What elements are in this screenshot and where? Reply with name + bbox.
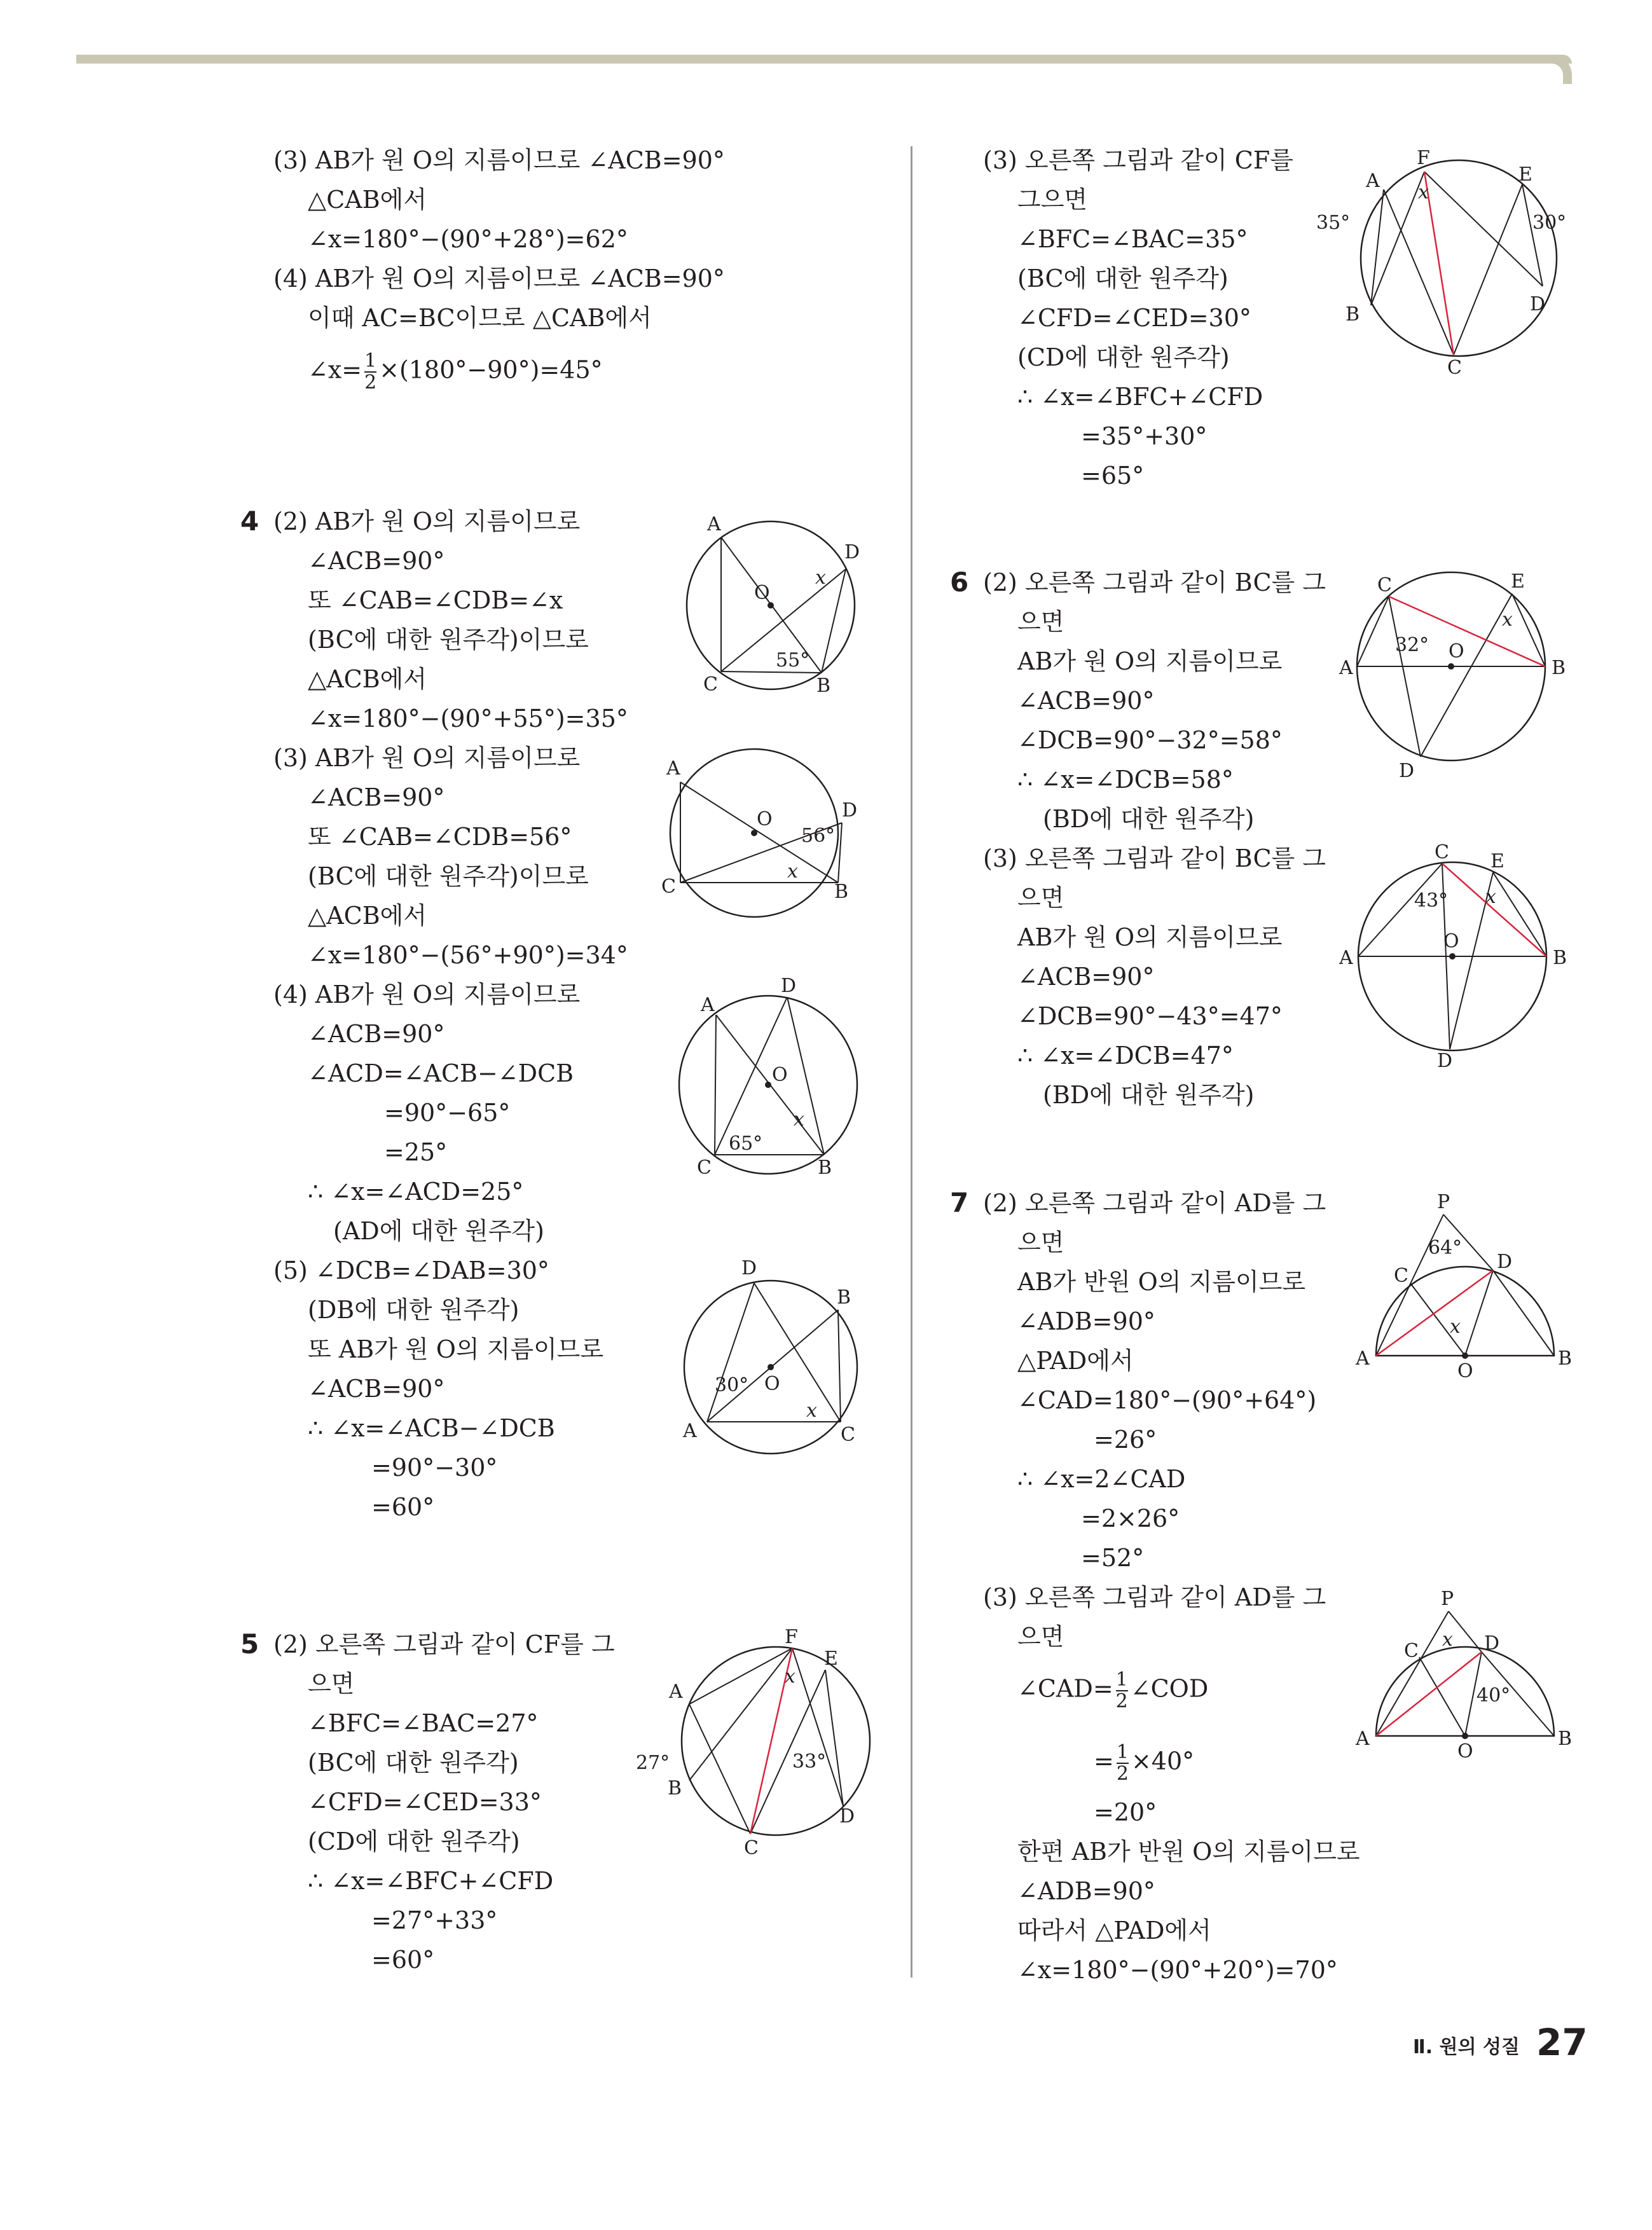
solution-line: (2) AB가 원 O의 지름이므로 [273, 507, 581, 535]
label-A: A [707, 513, 721, 535]
label-x: x [1485, 886, 1496, 908]
center-dot [751, 830, 757, 836]
solution-line: =90°−65° [384, 1099, 511, 1127]
numerator: 1 [1115, 1669, 1128, 1691]
solution-line: (BC에 대한 원주각)이므로 [308, 626, 589, 654]
solution-line: ∠x=180°−(90°+28°)=62° [308, 225, 628, 253]
label-A: A [1339, 657, 1353, 679]
label-C: C [841, 1424, 855, 1446]
label-O: O [757, 808, 773, 830]
section-title: Ⅱ. 원의 성질 [1413, 2036, 1520, 2058]
denominator: 2 [1116, 1763, 1129, 1785]
solution-line: ∴ ∠x=2∠CAD [1017, 1465, 1186, 1493]
label-C: C [1394, 1265, 1408, 1287]
expr-post: ×(180°−90°)=45° [379, 355, 603, 384]
label-angle: 30° [1532, 212, 1567, 234]
solution-line-fraction [1017, 1670, 1208, 1712]
label-angle: 35° [1316, 212, 1351, 234]
label-B: B [668, 1777, 682, 1800]
solution-line: 으면 [308, 1670, 355, 1698]
label-C: C [1377, 574, 1392, 596]
solution-line: ∠ACD=∠ACB−∠DCB [308, 1059, 574, 1087]
expr-pre: ∠CAD= [1017, 1674, 1113, 1703]
label-C: C [744, 1837, 759, 1859]
label-x: x [1450, 1316, 1461, 1338]
label-D: D [1497, 1251, 1513, 1273]
label-B: B [837, 1286, 851, 1309]
label-x: x [815, 567, 826, 589]
label-E: E [1518, 163, 1532, 186]
solution-line: ∠x=180°−(90°+20°)=70° [1017, 1956, 1338, 1984]
solution-line: ∴ ∠x=∠ACD=25° [308, 1178, 524, 1206]
solution-line: (3) AB가 원 O의 지름이므로 ∠ACB=90° [273, 146, 725, 174]
denominator: 2 [364, 371, 377, 394]
solution-line: ∠ACB=90° [1017, 963, 1155, 991]
label-angle: 40° [1476, 1684, 1511, 1707]
solution-line: =25° [384, 1138, 448, 1166]
label-D: D [741, 1257, 757, 1279]
solution-line: =90°−30° [371, 1454, 498, 1482]
label-angle: 32° [1395, 634, 1429, 656]
label-O: O [764, 1373, 780, 1395]
label-O: O [754, 582, 770, 604]
figure-4-5 [674, 1251, 878, 1449]
solution-line: =65° [1081, 462, 1145, 490]
label-F: F [1417, 147, 1430, 169]
label-D: D [1399, 760, 1415, 782]
solution-line: ∠BFC=∠BAC=27° [308, 1709, 539, 1737]
label-angle: 65° [729, 1132, 763, 1155]
expr-pre: ∠x= [308, 355, 362, 384]
label-A: A [1356, 1728, 1370, 1750]
label-angle: 33° [792, 1751, 827, 1773]
label-O: O [1449, 640, 1464, 663]
solution-line: (DB에 대한 원주각) [308, 1296, 520, 1324]
solution-line: 또 AB가 원 O의 지름이므로 [308, 1335, 604, 1363]
solution-line: 그으면 [1017, 186, 1088, 214]
solution-line: (2) 오른쪽 그림과 같이 CF를 그 [273, 1630, 615, 1658]
label-x: x [1442, 1628, 1453, 1651]
problem-number: 6 [950, 567, 969, 598]
label-A: A [666, 757, 680, 780]
solution-line: (2) 오른쪽 그림과 같이 AD를 그 [983, 1189, 1326, 1217]
top-decorative-bar [76, 55, 1572, 64]
label-B: B [1553, 947, 1567, 969]
label-angle: 27° [636, 1752, 670, 1774]
page-number: 27 [1536, 2021, 1588, 2064]
solution-line: △PAD에서 [1017, 1347, 1134, 1375]
label-x: x [794, 1108, 804, 1131]
solution-line: =60° [371, 1946, 435, 1974]
problem-number: 5 [240, 1628, 259, 1660]
label-E: E [824, 1648, 838, 1670]
solution-line: (AD에 대한 원주각) [333, 1217, 544, 1245]
solution-line: (4) AB가 원 O의 지름이므로 [273, 981, 581, 1008]
solution-line: ∠CFD=∠CED=30° [1017, 304, 1251, 332]
label-A: A [683, 1420, 697, 1442]
solution-line: ∴ ∠x=∠DCB=58° [1017, 766, 1234, 794]
solution-line: ∠ACB=90° [308, 1020, 445, 1048]
fraction [1116, 1670, 1128, 1712]
solution-line: (3) 오른쪽 그림과 같이 CF를 [983, 146, 1293, 174]
solution-line: ∴ ∠x=∠DCB=47° [1017, 1042, 1234, 1070]
fraction [1117, 1742, 1129, 1784]
label-C: C [1447, 357, 1462, 379]
solution-line: AB가 원 O의 지름이므로 [1017, 923, 1283, 951]
center-dot [765, 1082, 771, 1088]
label-D: D [842, 799, 858, 822]
label-angle: 55° [776, 649, 810, 671]
figure-6-2 [1335, 566, 1577, 782]
solution-line-fraction [1094, 1742, 1194, 1784]
solution-line: AB가 반원 O의 지름이므로 [1017, 1268, 1306, 1296]
label-E: E [1490, 850, 1504, 872]
solution-line: ∠x=180°−(90°+55°)=35° [308, 705, 628, 733]
center-dot [1462, 1733, 1468, 1739]
solution-line: =2×26° [1081, 1504, 1180, 1532]
solution-line: 으면 [1017, 1229, 1064, 1256]
problem-number: 4 [240, 506, 259, 537]
label-D: D [839, 1805, 855, 1827]
solution-line: ∠ACB=90° [308, 783, 445, 811]
figure-4-2 [674, 502, 878, 699]
label-D: D [1484, 1632, 1500, 1655]
solution-line: (BD에 대한 원주각) [1043, 1081, 1255, 1109]
numerator: 1 [364, 350, 377, 372]
solution-line: 이때 AC=BC이므로 △CAB에서 [308, 304, 652, 332]
figure-6-3 [1335, 839, 1577, 1072]
solution-line-fraction [308, 351, 603, 393]
label-B: B [818, 1157, 832, 1179]
label-B: B [1346, 303, 1360, 326]
solution-line: (2) 오른쪽 그림과 같이 BC를 그 [983, 568, 1326, 596]
solution-line: ∴ ∠x=∠BFC+∠CFD [308, 1867, 554, 1895]
label-C: C [697, 1157, 712, 1179]
solution-line: (BC에 대한 원주각)이므로 [308, 862, 589, 890]
semicircle [1376, 1647, 1554, 1736]
solution-line: △CAB에서 [308, 186, 427, 214]
center-dot [1448, 663, 1454, 670]
label-x: x [806, 1400, 817, 1422]
solution-line: =35°+30° [1081, 422, 1208, 450]
label-A: A [669, 1681, 683, 1703]
solution-line: (BD에 대한 원주각) [1043, 805, 1255, 833]
solution-line: 으면 [1017, 608, 1064, 636]
label-B: B [1558, 1347, 1573, 1370]
solution-line: (3) AB가 원 O의 지름이므로 [273, 744, 581, 772]
solution-line: (3) 오른쪽 그림과 같이 AD를 그 [983, 1583, 1326, 1611]
fraction [364, 351, 376, 393]
center-dot [1462, 1352, 1468, 1359]
label-F: F [785, 1626, 798, 1648]
label-x: x [1502, 609, 1513, 631]
label-P: P [1441, 1588, 1454, 1610]
solution-line: 으면 [1017, 884, 1064, 912]
label-x: x [1418, 181, 1429, 203]
problem-number: 7 [950, 1187, 969, 1218]
solution-line: =20° [1094, 1798, 1157, 1826]
center-dot [767, 1364, 774, 1370]
figure-7-2 [1348, 1189, 1577, 1386]
figure-4-4 [674, 975, 878, 1183]
solution-line: ∠ADB=90° [1017, 1877, 1155, 1905]
label-x: x [787, 860, 798, 883]
label-D: D [1530, 293, 1546, 315]
label-B: B [834, 881, 849, 903]
solution-line: ∠ACB=90° [308, 1375, 445, 1403]
solution-line: ∠ACB=90° [308, 547, 445, 575]
solution-line: 따라서 △PAD에서 [1017, 1917, 1211, 1944]
numerator: 1 [1116, 1741, 1129, 1763]
solution-line: ∠BFC=∠BAC=35° [1017, 225, 1248, 253]
solution-line: =26° [1094, 1426, 1157, 1454]
solution-line: ∠CFD=∠CED=33° [308, 1788, 542, 1816]
label-O: O [1457, 1360, 1473, 1382]
label-B: B [816, 675, 831, 697]
solution-line: ∴ ∠x=∠BFC+∠CFD [1017, 383, 1263, 411]
label-C: C [1404, 1640, 1419, 1662]
solution-line: ∠DCB=90°−43°=47° [1017, 1002, 1283, 1030]
expr-post: ×40° [1131, 1747, 1195, 1775]
solution-line: (4) AB가 원 O의 지름이므로 ∠ACB=90° [273, 265, 725, 293]
label-O: O [1443, 930, 1459, 953]
solution-line: ∠ACB=90° [1017, 687, 1155, 715]
solution-line: =52° [1081, 1544, 1145, 1572]
label-B: B [1552, 657, 1566, 679]
solution-line: (3) 오른쪽 그림과 같이 BC를 그 [983, 844, 1326, 872]
label-x: x [785, 1665, 795, 1688]
red-segment-AD [1376, 1652, 1482, 1736]
expr-post: ∠COD [1130, 1674, 1209, 1703]
solution-line: ∠ADB=90° [1017, 1307, 1155, 1335]
label-A: A [1366, 170, 1380, 192]
label-O: O [772, 1064, 788, 1086]
solution-line: =27°+33° [371, 1906, 498, 1934]
label-C: C [661, 876, 676, 898]
label-O: O [1457, 1740, 1473, 1763]
label-E: E [1511, 570, 1525, 593]
label-P: P [1437, 1191, 1450, 1213]
figure-4-3 [661, 741, 878, 926]
solution-line: 으면 [1017, 1623, 1064, 1651]
label-A: A [1356, 1347, 1370, 1370]
figure-5-2 [636, 1626, 878, 1859]
solution-line: =60° [371, 1493, 435, 1521]
label-A: A [701, 994, 715, 1016]
figure-7-3 [1348, 1582, 1577, 1766]
expr-pre: = [1094, 1747, 1114, 1775]
solution-line: 한편 AB가 반원 O의 지름이므로 [1017, 1838, 1360, 1866]
solution-line: △ACB에서 [308, 902, 427, 930]
solution-line: 또 ∠CAB=∠CDB=56° [308, 823, 572, 851]
label-D: D [844, 541, 860, 563]
solution-line: ∠DCB=90°−32°=58° [1017, 726, 1283, 754]
label-A: A [1339, 947, 1353, 969]
solution-line: (5) ∠DCB=∠DAB=30° [273, 1256, 549, 1284]
solution-line: (CD에 대한 원주각) [1017, 343, 1230, 371]
solution-line: ∠x=180°−(56°+90°)=34° [308, 941, 628, 969]
label-angle: 43° [1414, 890, 1449, 912]
figure-5-3 [1316, 145, 1567, 380]
solution-line: ∠CAD=180°−(90°+64°) [1017, 1386, 1317, 1414]
solution-line: △ACB에서 [308, 665, 427, 693]
solution-line: (BC에 대한 원주각) [308, 1749, 519, 1777]
label-C: C [703, 673, 718, 696]
label-B: B [1558, 1728, 1573, 1750]
center-dot [1449, 953, 1456, 960]
solution-line: (BC에 대한 원주각) [1017, 265, 1229, 293]
solution-line: AB가 원 O의 지름이므로 [1017, 647, 1283, 675]
solution-line: ∴ ∠x=∠ACB−∠DCB [308, 1414, 555, 1442]
denominator: 2 [1115, 1690, 1128, 1712]
label-angle: 56° [801, 825, 836, 847]
solution-line: 또 ∠CAB=∠CDB=∠x [308, 586, 563, 614]
label-D: D [1437, 1050, 1453, 1072]
column-divider [911, 146, 912, 1978]
label-angle: 30° [715, 1374, 749, 1396]
label-D: D [781, 975, 797, 997]
label-angle: 64° [1428, 1237, 1463, 1259]
label-C: C [1435, 841, 1449, 864]
solution-line: (CD에 대한 원주각) [308, 1827, 520, 1855]
